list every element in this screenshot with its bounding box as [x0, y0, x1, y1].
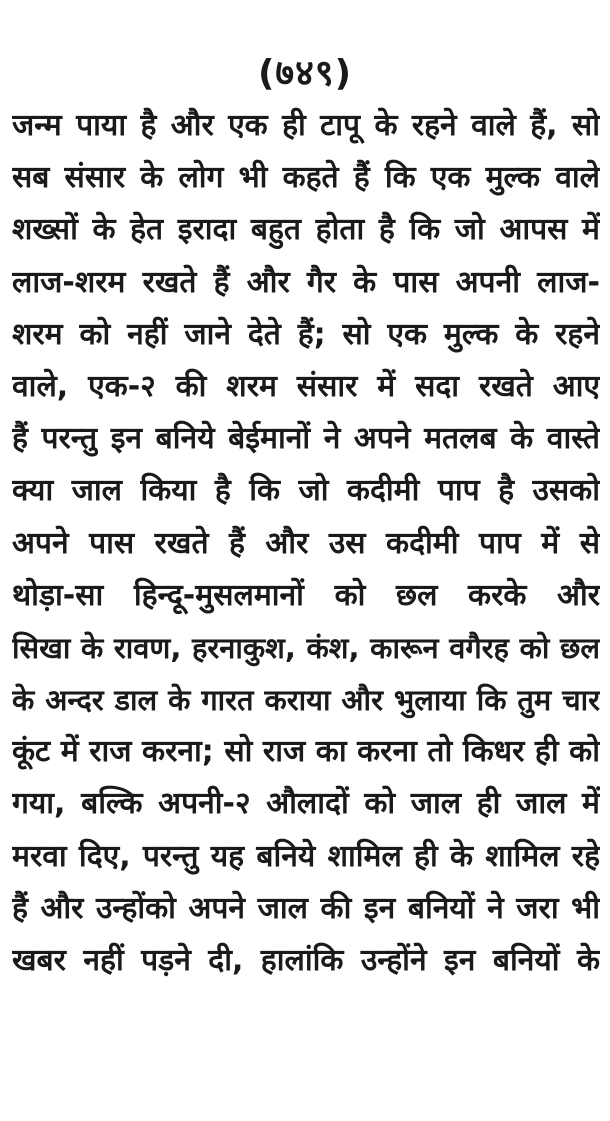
text-line: सब संसार के लोग भी कहते हैं कि एक मुल्क वाले — [12, 160, 600, 196]
text-line: हैं परन्तु इन बनिये बेईमानों ने अपने मतलब के वास्ते — [12, 421, 600, 457]
text-line: वाले, एक-२ की शरम संसार में सदा रखते आए — [12, 368, 600, 404]
text-line: कूंट में राज करना; सो राज का करना तो किधर ही को — [12, 734, 600, 770]
text-line: हैं और उन्होंको अपने जाल की इन बनियों ने जरा भी — [12, 890, 600, 926]
text-line: क्या जाल किया है कि जो कदीमी पाप है उसको — [12, 473, 600, 509]
text-line: खबर नहीं पड़ने दी, हालांकि उन्होंने इन बनियों के — [12, 943, 600, 978]
text-line: सिखा के रावण, हरनाकुश, कंश, कारून वगैरह को छल — [12, 630, 600, 665]
text-line: जन्म पाया है और एक ही टापू के रहने वाले हैं, सो — [12, 108, 600, 143]
text-line: अपने पास रखते हैं और उस कदीमी पाप में से — [12, 525, 600, 561]
text-line: मरवा दिए, परन्तु यह बनिये शामिल ही के शामिल रहे — [12, 838, 600, 874]
text-line: थोड़ा-सा हिन्दू-मुसलमानों को छल करके और — [12, 577, 600, 613]
text-line: शख्सों के हेत इरादा बहुत होता है कि जो आपस में — [12, 212, 600, 248]
text-line: लाज-शरम रखते हैं और गैर के पास अपनी लाज- — [12, 264, 600, 300]
text-line: शरम को नहीं जाने देते हैं; सो एक मुल्क के रहने — [12, 316, 600, 352]
body-text — [12, 100, 600, 987]
text-line: के अन्दर डाल के गारत कराया और भुलाया कि तुम चार — [12, 683, 600, 718]
page-number: (७४९) — [257, 53, 353, 94]
text-line: गया, बल्कि अपनी-२ औलादों को जाल ही जाल में — [12, 786, 600, 822]
